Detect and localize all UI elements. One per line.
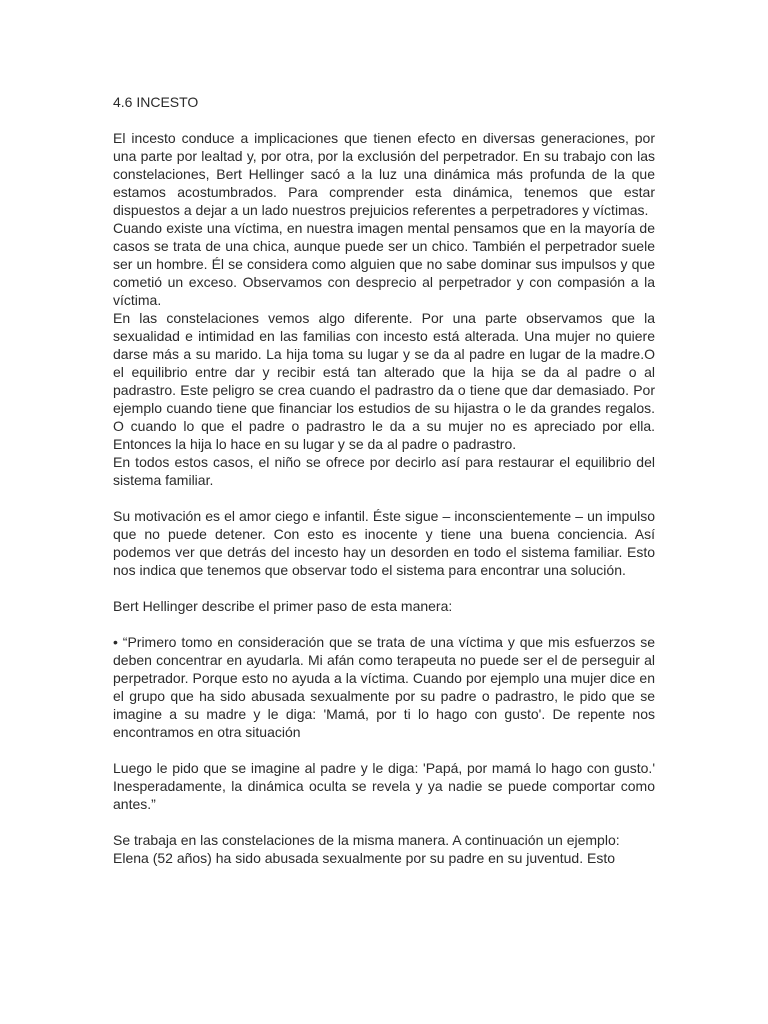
paragraph-constellations: En las constelaciones vemos algo diferente. Por una parte observamos que la sexualidad e intimidad en las familias con incesto está alterada. Una mujer no quiere darse más a su marido. La hija toma su lugar y se da al padre en lugar de la madre.O el equilibrio entre dar y recibir está tan alterado que la hija se da al padre o al padrastro. Este peligro se crea cuando el padrastro da o tiene que dar demasiado. Por ejemplo cuando tiene que financiar los estudios de su hijastra o le da grandes regalos. O cuando lo que el padre o padrastro le da a su mujer no es apreciado por ella. Entonces la hija lo hace en su lugar y se da al padre o padrastro. (113, 310, 655, 452)
paragraph-example-intro: Se trabaja en las constelaciones de la misma manera. A continuación un ejemplo: (113, 832, 620, 848)
paragraph-gap (113, 741, 655, 759)
paragraph-gap (113, 813, 655, 831)
section-title: 4.6 INCESTO (113, 94, 199, 110)
bullet-quote: • “Primero tomo en consideración que se trata de una víctima y que mis esfuerzos se deben concentrar en ayudarla. Mi afán como terapeuta no puede ser el de perseguir al perpetrador. Porque esto no ayuda a la víctima. Cuando por ejemplo una mujer dice en el grupo que ha sido abusada sexualmente por su padre o padrastro, le pido que se imagine a su madre y le diga: 'Mamá, por ti lo hago con gusto'. De repente nos encontramos en otra situación (113, 634, 655, 740)
paragraph-gap (113, 579, 655, 597)
paragraph-first-step-intro: Bert Hellinger describe el primer paso de esta manera: (113, 598, 453, 614)
paragraph-example-elena: Elena (52 años) ha sido abusada sexualmente por su padre en su juventud. Esto (113, 850, 615, 866)
paragraph-all-cases: En todos estos casos, el niño se ofrece por decirlo así para restaurar el equilibrio del sistema familiar. (113, 454, 655, 488)
paragraph-victim: Cuando existe una víctima, en nuestra imagen mental pensamos que en la mayoría de casos se trata de una chica, aunque puede ser un chico. También el perpetrador suele ser un hombre. Él se considera como alguien que no sabe dominar sus impulsos y que cometió un exceso. Observamos con desprecio al perpetrador y con compasión a la víctima. (113, 220, 655, 308)
paragraph-motivation: Su motivación es el amor ciego e infantil. Éste sigue – inconscientemente – un impulso que no puede detener. Con esto es inocente y tiene una buena conciencia. Así podemos ver que detrás del incesto hay un desorden en todo el sistema familiar. Esto nos indica que tenemos que observar todo el sistema para encontrar una solución. (113, 508, 655, 578)
paragraph-intro: El incesto conduce a implicaciones que tienen efecto en diversas generaciones, por una parte por lealtad y, por otra, por la exclusión del perpetrador. En su trabajo con las constelaciones, Bert Hellinger sacó a la luz una dinámica más profunda de la que estamos acostumbrados. Para comprender esta dinámica, tenemos que estar dispuestos a dejar a un lado nuestros prejuicios referentes a perpetradores y víctimas. (113, 130, 655, 218)
paragraph-gap (113, 489, 655, 507)
paragraph-quote-continued: Luego le pido que se imagine al padre y le diga: 'Papá, por mamá lo hago con gusto.' Inesperadamente, la dinámica oculta se revela y ya nadie se puede comportar como antes.” (113, 760, 655, 812)
document-page (113, 93, 655, 867)
paragraph-gap (113, 615, 655, 633)
